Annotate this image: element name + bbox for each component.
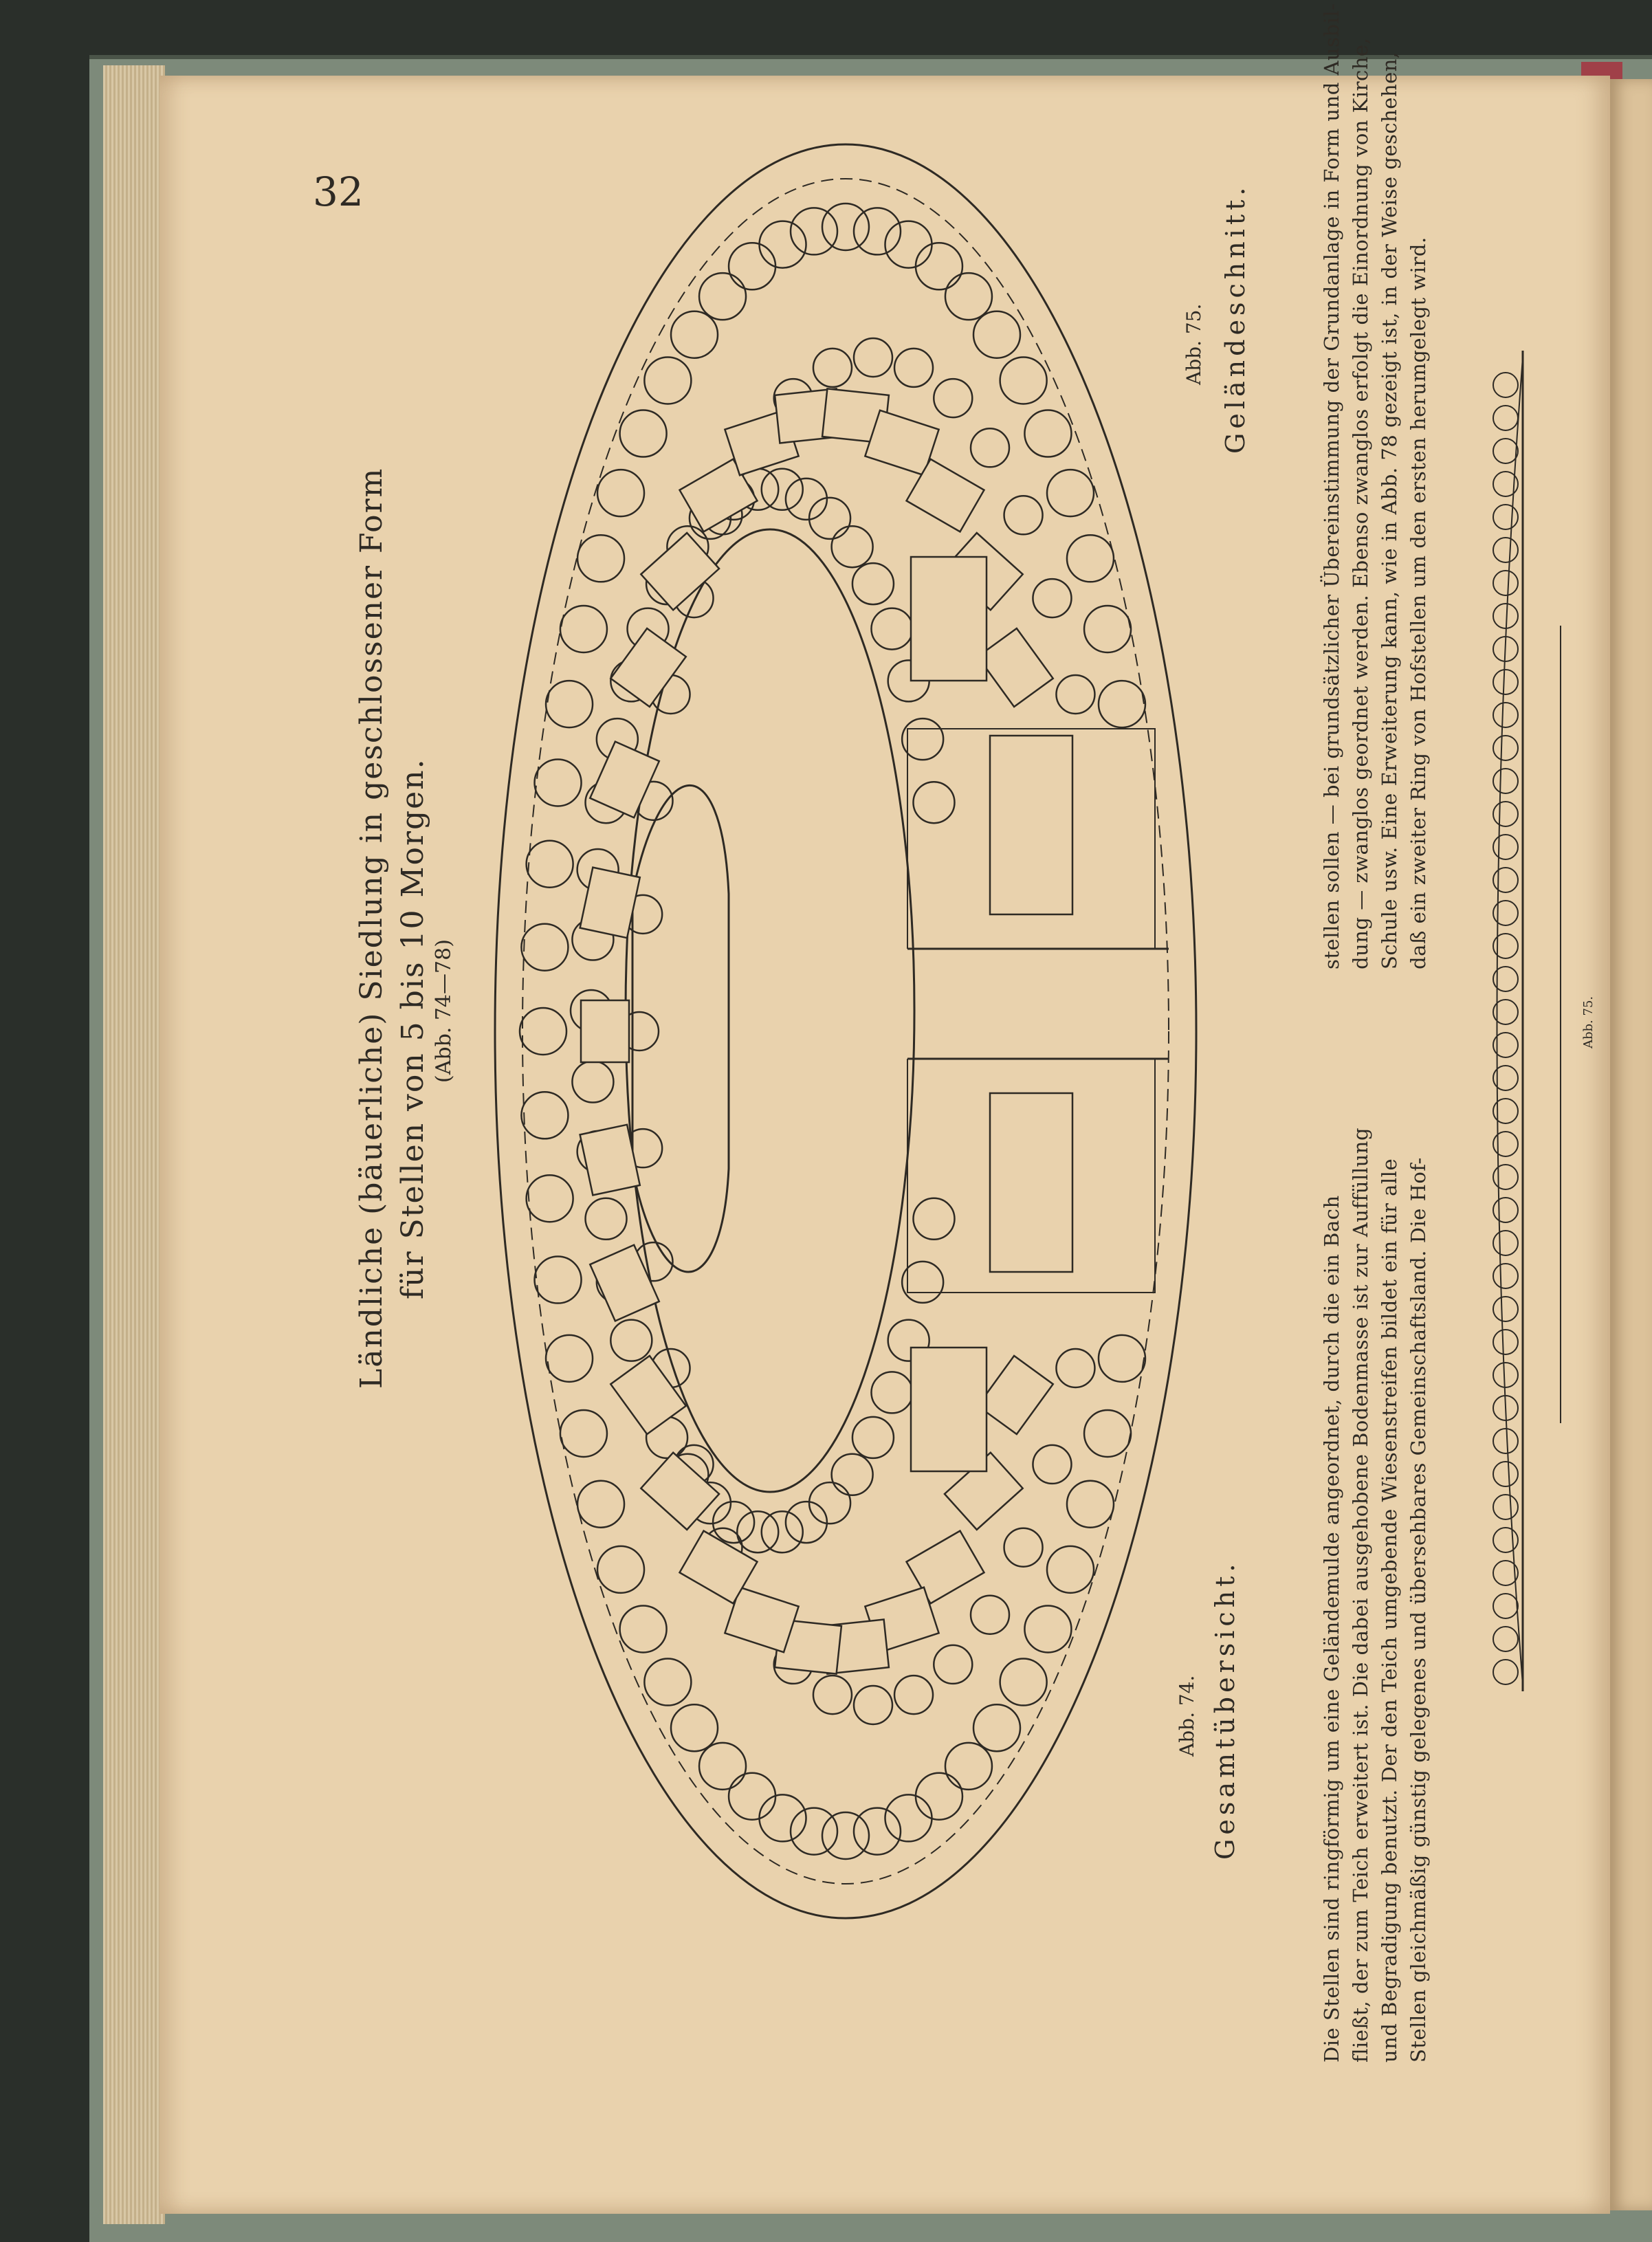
section-tree bbox=[1493, 571, 1518, 595]
body-text-right-2: dung — zwanglos geordnet werden. Ebenso zwanglos erfolgt die Einordnung von Kirche, bbox=[1349, 37, 1372, 969]
section-tree bbox=[1493, 1627, 1518, 1651]
section-tree bbox=[1493, 505, 1518, 529]
section-tree bbox=[1493, 1231, 1518, 1255]
section-tree bbox=[1493, 1429, 1518, 1453]
section-tree bbox=[1493, 1297, 1518, 1321]
body-text-left-1: Die Stellen sind ringförmig um eine Geländemulde angeordnet, durch die ein Bach bbox=[1320, 1195, 1343, 2063]
section-tree bbox=[1493, 901, 1518, 925]
section-tree bbox=[1493, 1264, 1518, 1288]
heading-line-3: (Abb. 74—78) bbox=[432, 939, 456, 1083]
page-number: 32 bbox=[313, 168, 364, 215]
body-text-left-2: fließt, der zum Teich erweitert ist. Die dabei ausgehobene Bodenmasse ist zur Auffüllung bbox=[1349, 1127, 1372, 2063]
heading-line-2: für Stellen von 5 bis 10 Morgen. bbox=[395, 758, 430, 1299]
section-tree bbox=[1493, 1660, 1518, 1684]
figure-75-caption: Geländeschnitt. bbox=[1220, 183, 1251, 454]
section-tree bbox=[1493, 868, 1518, 892]
heading-line-1: Ländliche (bäuerliche) Siedlung in geschlossener Form bbox=[354, 467, 389, 1389]
section-tree bbox=[1493, 670, 1518, 694]
section-tree bbox=[1493, 1462, 1518, 1486]
section-tree bbox=[1493, 439, 1518, 463]
section-tree bbox=[1493, 604, 1518, 628]
section-tree bbox=[1493, 703, 1518, 727]
section-tree bbox=[1493, 1594, 1518, 1618]
section-tree bbox=[1493, 1528, 1518, 1552]
figure-75-label: Abb. 75. bbox=[1182, 303, 1205, 385]
body-text-right-1: stellen sollen — bei grundsätzlicher Übereinstimmung der Grundanlage in Form und Ausbil- bbox=[1320, 3, 1343, 969]
figure-74-caption: Gesamtübersicht. bbox=[1210, 1559, 1240, 1860]
body-text-left-3: und Begradigung benutzt. Der den Teich umgebende Wiesenstreifen bildet ein für alle bbox=[1378, 1158, 1401, 2063]
section-tree bbox=[1493, 1495, 1518, 1519]
body-text-left-4: Stellen gleichmäßig günstig gelegenes und übersehbares Gemeinschaftsland. Die Hof- bbox=[1407, 1157, 1430, 2063]
body-text-right-3: Schule usw. Eine Erweiterung kann, wie in Abb. 78 gezeigt ist, in der Weise geschehen, bbox=[1378, 52, 1401, 969]
section-tree bbox=[1493, 1198, 1518, 1222]
section-tree bbox=[1493, 769, 1518, 793]
section-tree bbox=[1493, 406, 1518, 430]
section-tree bbox=[1493, 835, 1518, 859]
section-tree bbox=[1493, 1165, 1518, 1189]
section-tree bbox=[1493, 1363, 1518, 1387]
section-tree bbox=[1493, 373, 1518, 397]
section-tree bbox=[1493, 1330, 1518, 1354]
figure-75-scale-label: Abb. 75. bbox=[1581, 996, 1596, 1048]
section-tree bbox=[1493, 802, 1518, 826]
section-tree bbox=[1493, 736, 1518, 760]
figure-74-label: Abb. 74. bbox=[1176, 1675, 1198, 1757]
section-tree bbox=[1493, 538, 1518, 562]
section-tree bbox=[1493, 1132, 1518, 1156]
body-text-right-4: daß ein zweiter Ring von Hofstellen um den ersten herumgelegt wird. bbox=[1407, 237, 1430, 969]
